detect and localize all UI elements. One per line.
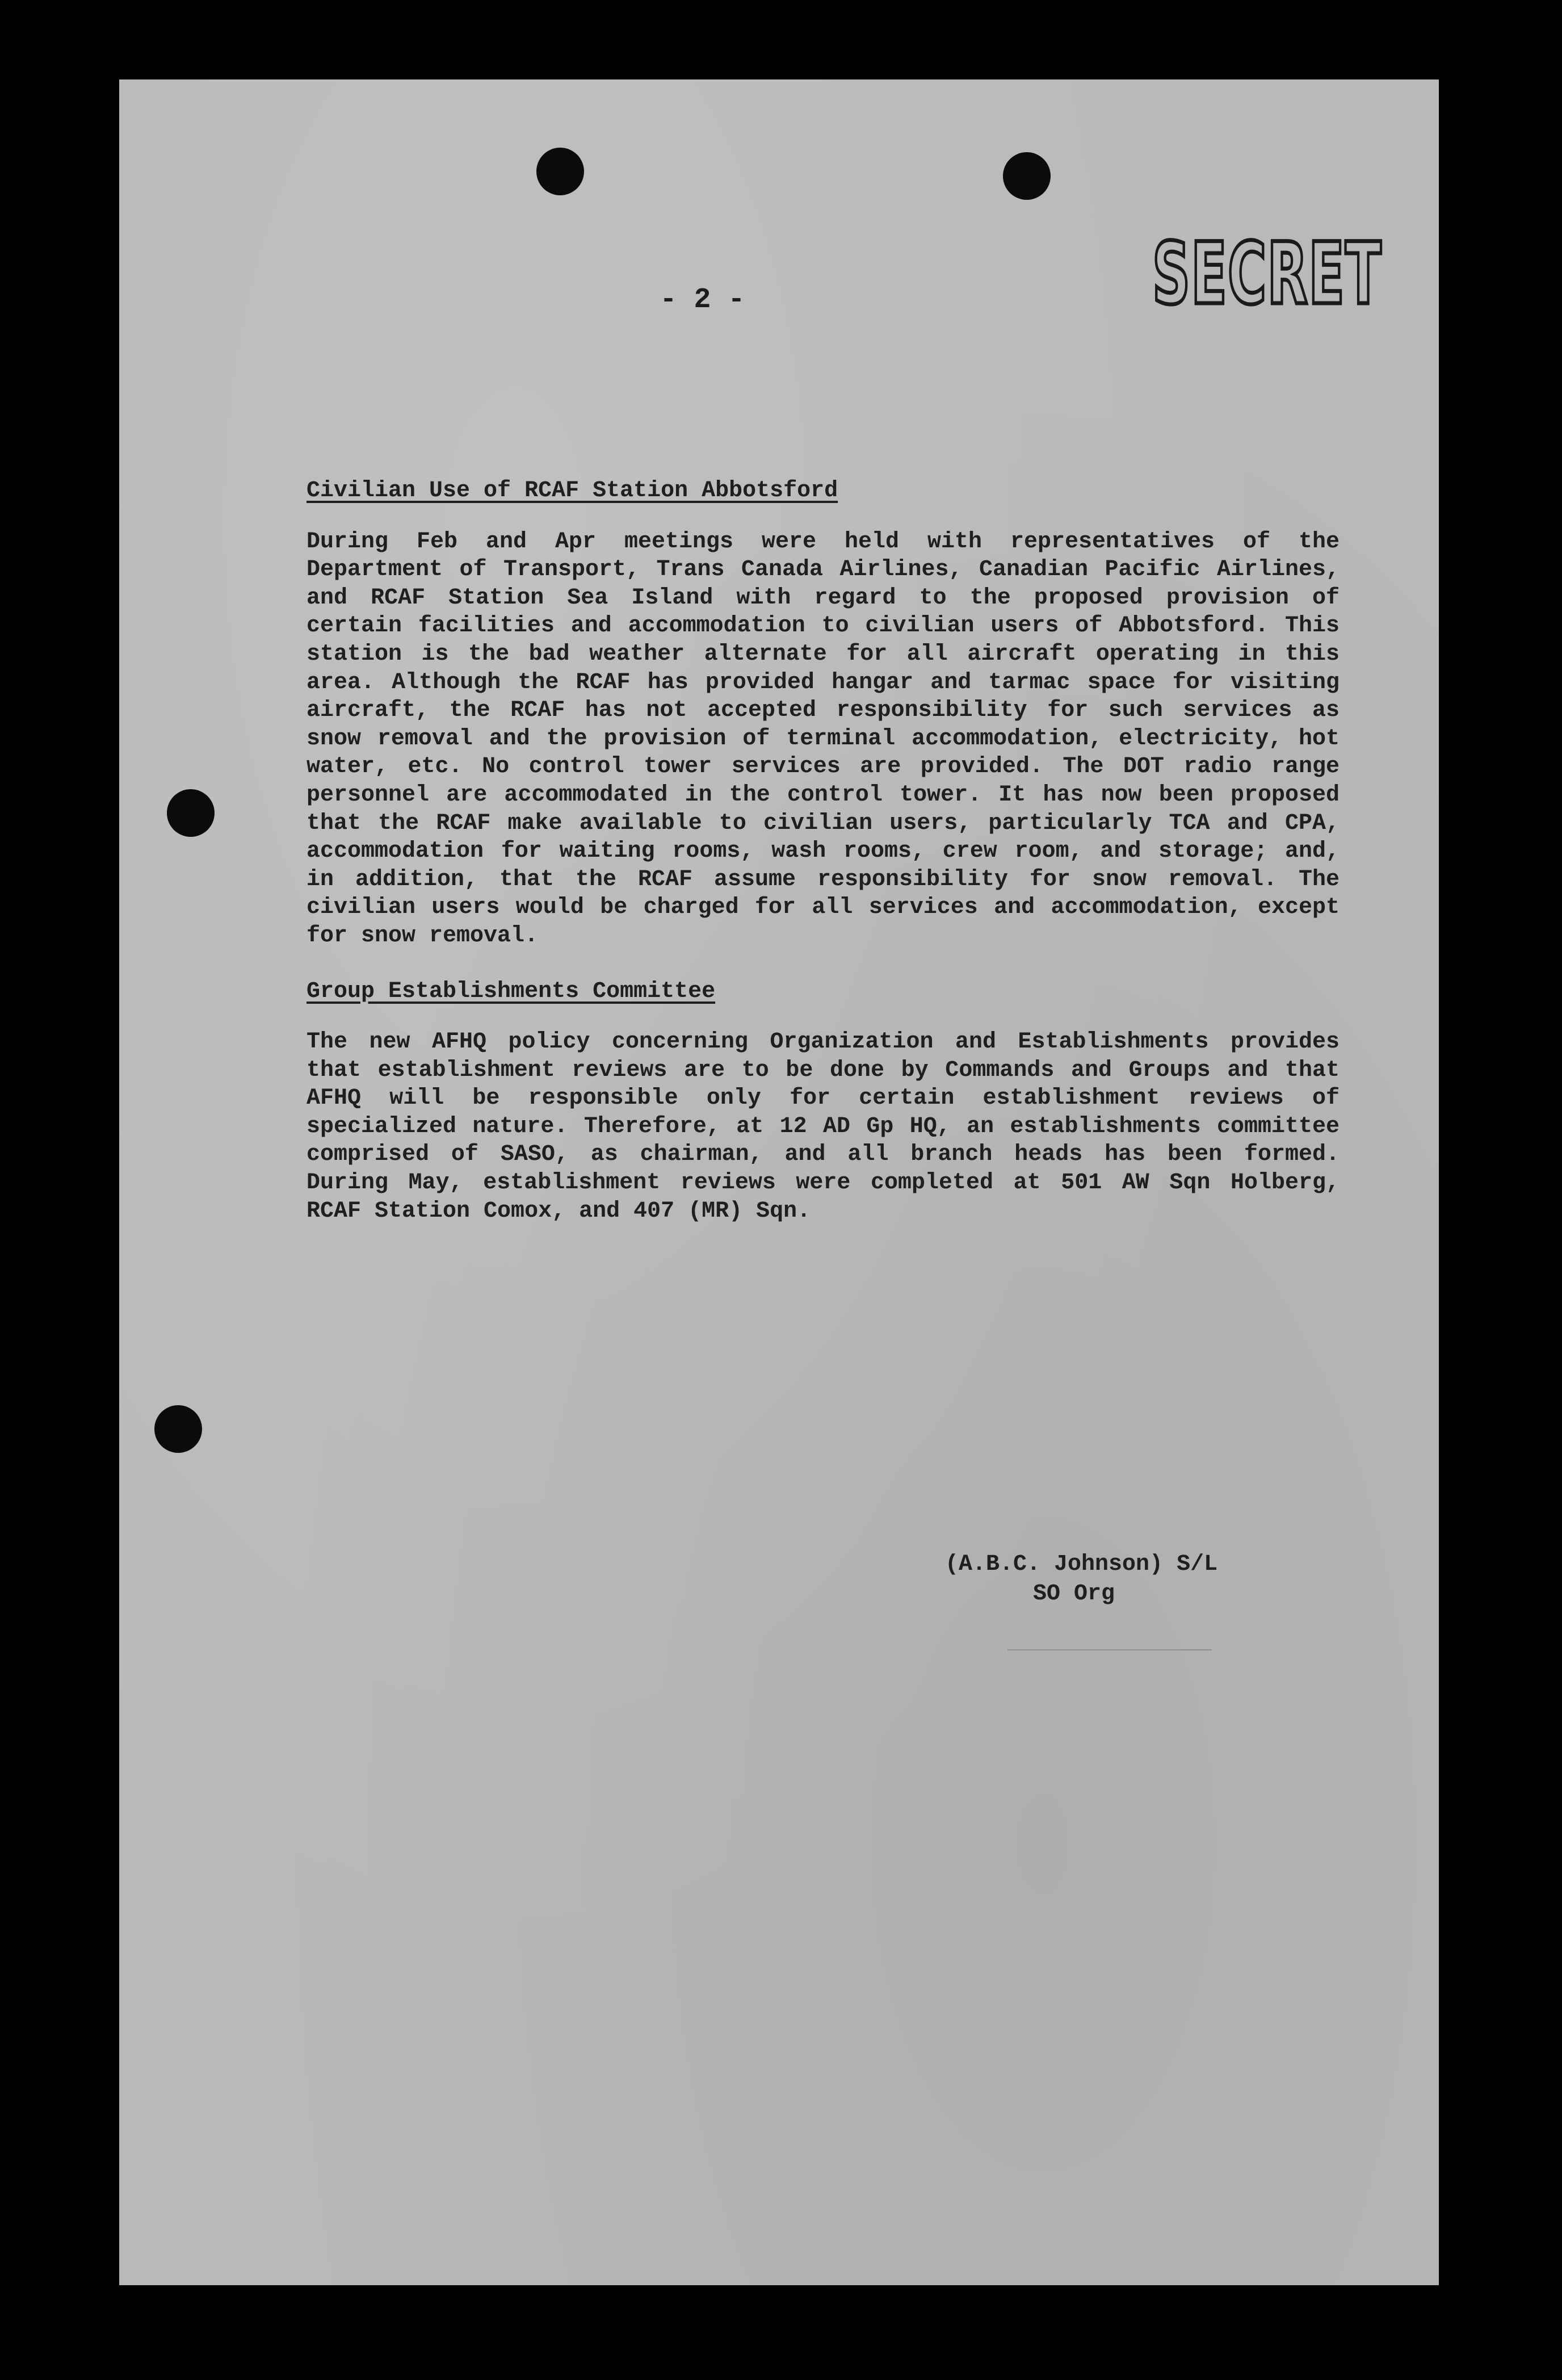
section-paragraph: The new AFHQ policy concerning Organization and Establishments provides that establishment reviews are to be done by Commands and Groups and that AFHQ will be responsible only for certain establishment reviews of specialized nature. Therefore, at 12 AD Gp HQ, an establishments committee comprised of SASO, as chairman, and all branch heads has been formed. During May, establishment reviews were completed at 501 AW Sqn Holberg, RCAF Station Comox, and 407 (MR) Sqn. — [306, 1029, 1340, 1224]
signatory-name: (A.B.C. Johnson) S/L — [945, 1552, 1218, 1577]
section-heading: Group Establishments Committee — [306, 978, 716, 1004]
section-paragraph: During Feb and Apr meetings were held with representatives of the Department of Transport, Trans Canada Airlines, Canadian Pacific Airlines, and RCAF Station Sea Island with regard to the proposed provision of certain facilities and accommodation to civilian users of Abbotsford. This station is the bad weather alternate for all aircraft operating in this area. Although the RCAF has provided hangar and tarmac space for visiting aircraft, the RCAF has not accepted responsibility for such services as snow removal and the provision of terminal accommodation, electricity, hot water, etc. No control tower services are provided. The DOT radio range personnel are accommodated in the control tower. It has now been proposed that the RCAF make available to civilian users, particularly TCA and CPA, accommodation for waiting rooms, wash rooms, crew room, and storage; and, in addition, that the RCAF assume responsibility for snow removal. The civilian users would be charged for all services and accommodation, except for snow removal. — [306, 529, 1340, 949]
punch-hole — [167, 789, 215, 837]
pencil-line — [1007, 1649, 1212, 1650]
section-heading: Civilian Use of RCAF Station Abbotsford — [306, 478, 838, 504]
punch-hole — [154, 1405, 202, 1453]
document-body — [306, 477, 1340, 1252]
section-civilian-use — [306, 477, 1340, 950]
punch-hole — [536, 148, 584, 195]
signatory-title: SO Org — [1033, 1581, 1115, 1607]
secret-stamp: SECRET — [1152, 225, 1382, 324]
signature-block — [945, 1550, 1217, 1609]
section-group-establishments — [306, 978, 1340, 1226]
page-number: - 2 - — [660, 284, 745, 316]
punch-hole — [1003, 152, 1051, 200]
document-page — [119, 79, 1439, 2285]
